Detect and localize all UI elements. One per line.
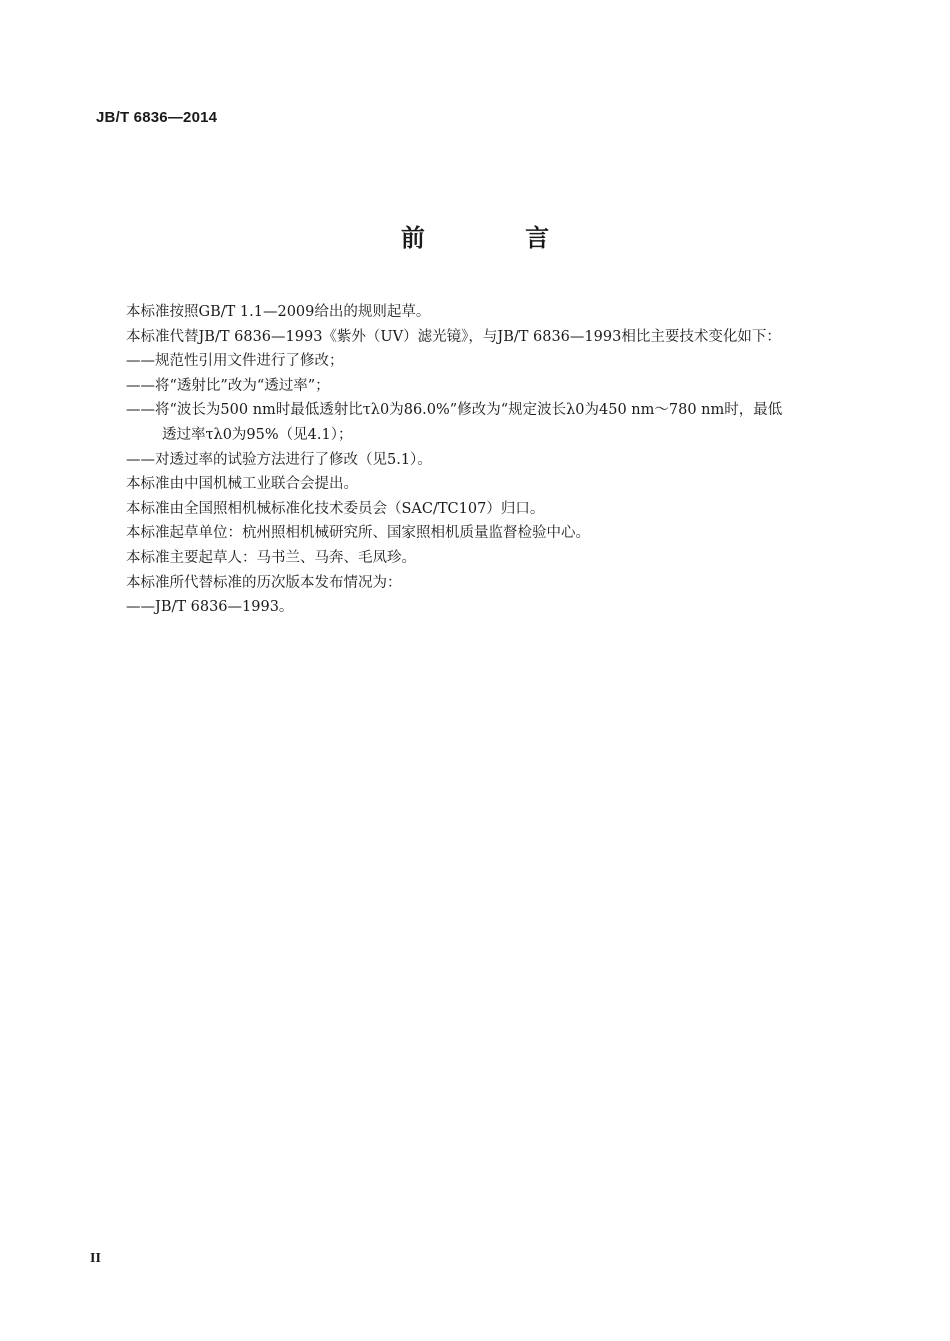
foreword-list-item: ——将“透射比”改为“透过率”； [126, 377, 330, 394]
foreword-line: 本标准代替JB/T 6836—1993《紫外（UV）滤光镜》，与JB/T 6836—1993相比主要技术变化如下： [126, 328, 781, 345]
page-number: II [90, 1251, 101, 1266]
foreword-line: 本标准主要起草人：马书兰、马奔、毛凤珍。 [126, 549, 416, 566]
standard-code-header: JB/T 6836—2014 [96, 109, 218, 126]
foreword-list-item: ——将“波长为500 nm时最低透射比τλ0为86.0%”修改为“规定波长λ0为450 nm～780 nm时，最低 [126, 402, 783, 419]
foreword-line: 本标准起草单位：杭州照相机械研究所、国家照相机质量监督检验中心。 [126, 525, 590, 542]
foreword-list-item: ——规范性引用文件进行了修改； [126, 353, 344, 370]
foreword-body [126, 300, 866, 620]
foreword-list-item: ——JB/T 6836—1993。 [126, 599, 294, 616]
foreword-line: 本标准所代替标准的历次版本发布情况为： [126, 574, 402, 591]
foreword-line: 本标准按照GB/T 1.1—2009给出的规则起草。 [126, 304, 431, 320]
foreword-list-item-continuation: 透过率τλ0为95%（见4.1）； [162, 426, 353, 443]
foreword-list-item: ——对透过率的试验方法进行了修改（见5.1）。 [126, 451, 432, 468]
foreword-line: 本标准由中国机械工业联合会提出。 [126, 476, 358, 493]
page-title: 前 言 [400, 224, 596, 252]
foreword-line: 本标准由全国照相机械标准化技术委员会（SAC/TC107）归口。 [126, 500, 545, 517]
